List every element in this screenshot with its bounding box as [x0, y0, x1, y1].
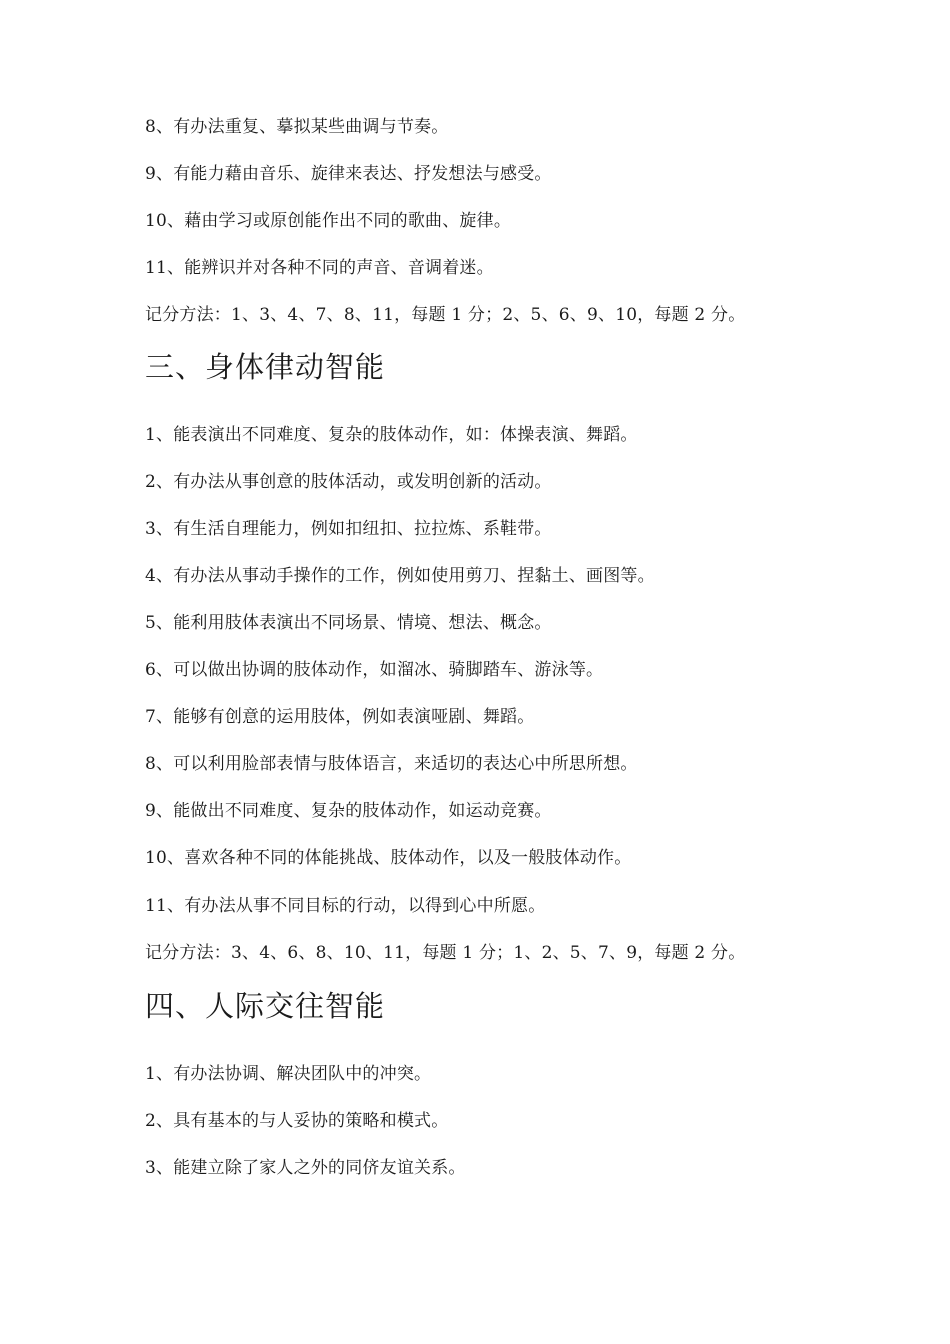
list-item: 11、有办法从事不同目标的行动，以得到心中所愿。 — [145, 896, 546, 916]
list-item: 10、喜欢各种不同的体能挑战、肢体动作，以及一般肢体动作。 — [145, 848, 632, 868]
list-item: 8、可以利用脸部表情与肢体语言，来适切的表达心中所思所想。 — [145, 754, 638, 774]
scoring-note: 记分方法：3、4、6、8、10、11，每题 1 分；1、2、5、7、9，每题 2 分。 — [145, 943, 746, 963]
list-item: 10、藉由学习或原创能作出不同的歌曲、旋律。 — [145, 211, 512, 231]
list-item: 3、能建立除了家人之外的同侪友谊关系。 — [145, 1158, 466, 1178]
list-item: 4、有办法从事动手操作的工作，例如使用剪刀、捏黏土、画图等。 — [145, 566, 655, 586]
list-item: 6、可以做出协调的肢体动作，如溜冰、骑脚踏车、游泳等。 — [145, 660, 604, 680]
list-item: 11、能辨识并对各种不同的声音、音调着迷。 — [145, 258, 494, 278]
list-item: 7、能够有创意的运用肢体，例如表演哑剧、舞蹈。 — [145, 707, 535, 727]
list-item: 1、有办法协调、解决团队中的冲突。 — [145, 1064, 432, 1084]
list-item: 2、具有基本的与人妥协的策略和模式。 — [145, 1111, 449, 1131]
list-item: 9、能做出不同难度、复杂的肢体动作，如运动竞赛。 — [145, 801, 552, 821]
list-item: 2、有办法从事创意的肢体活动，或发明创新的活动。 — [145, 472, 552, 492]
list-item: 5、能利用肢体表演出不同场景、情境、想法、概念。 — [145, 613, 552, 633]
list-item: 1、能表演出不同难度、复杂的肢体动作，如：体操表演、舞蹈。 — [145, 425, 638, 445]
section-heading: 三、身体律动智能 — [145, 350, 386, 384]
section-heading: 四、人际交往智能 — [145, 989, 386, 1023]
list-item: 9、有能力藉由音乐、旋律来表达、抒发想法与感受。 — [145, 164, 552, 184]
scoring-note: 记分方法：1、3、4、7、8、11，每题 1 分；2、5、6、9、10，每题 2 分。 — [145, 305, 746, 325]
list-item: 3、有生活自理能力，例如扣纽扣、拉拉炼、系鞋带。 — [145, 519, 552, 539]
list-item: 8、有办法重复、摹拟某些曲调与节奏。 — [145, 117, 449, 137]
